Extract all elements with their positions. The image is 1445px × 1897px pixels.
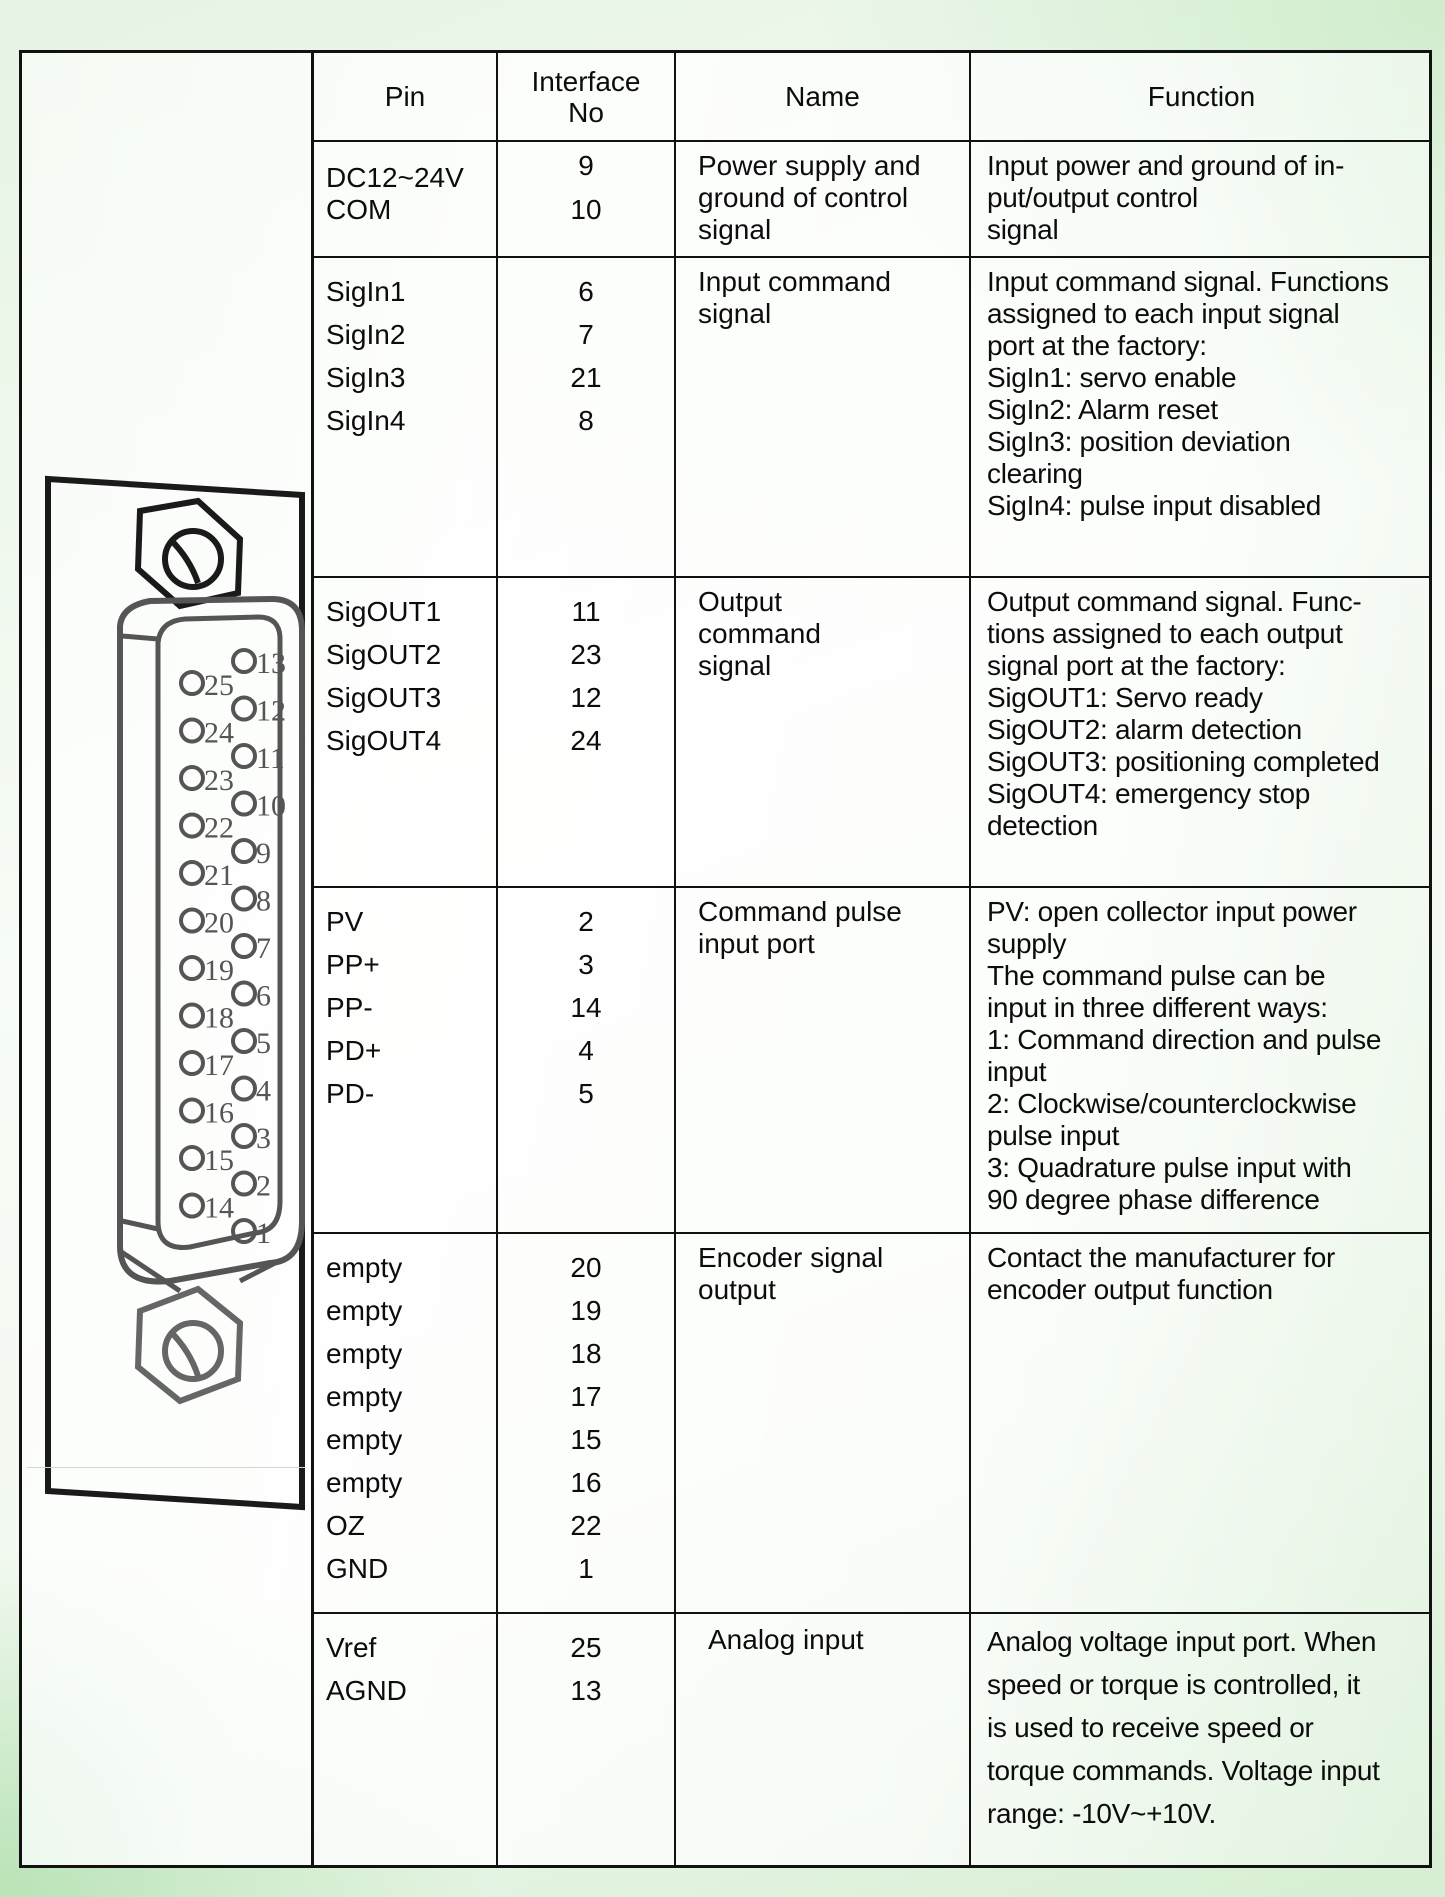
name-line: Analog input bbox=[708, 1624, 864, 1655]
function-line: clearing bbox=[987, 458, 1083, 489]
table-row-sigout bbox=[314, 577, 1432, 887]
function-line: supply bbox=[987, 928, 1067, 959]
bottom-screw-icon bbox=[138, 1289, 240, 1401]
interface-no-line: 3 bbox=[578, 949, 594, 980]
pin-column-left bbox=[181, 669, 234, 1225]
pin-cell bbox=[314, 141, 497, 257]
pin-line: GND bbox=[326, 1553, 389, 1584]
interface-no-line: 9 bbox=[578, 150, 594, 181]
name-cell bbox=[675, 887, 970, 1233]
pin-number-label: 16 bbox=[204, 1096, 234, 1130]
pin-line: SigIn3 bbox=[326, 362, 406, 393]
name-line: ground of control bbox=[698, 182, 909, 213]
interface-no-line: 16 bbox=[570, 1467, 602, 1498]
function-cell bbox=[970, 257, 1432, 577]
pin-number-label: 25 bbox=[204, 669, 234, 702]
name-line: Output bbox=[698, 586, 783, 617]
interface-no-line: 12 bbox=[570, 682, 602, 713]
pin-number-label: 10 bbox=[256, 789, 286, 823]
pin-line: SigOUT1 bbox=[326, 596, 442, 627]
pin-hole-icon bbox=[233, 888, 255, 910]
function-line: SigIn4: pulse input disabled bbox=[987, 490, 1322, 521]
function-line: SigOUT4: emergency stop bbox=[987, 778, 1311, 809]
interface-no-cell bbox=[497, 257, 675, 577]
pin-number-label: 1 bbox=[256, 1217, 271, 1250]
pin-hole-icon bbox=[233, 650, 255, 672]
pin-hole-icon bbox=[181, 672, 203, 694]
pin-line: SigOUT2 bbox=[326, 639, 442, 670]
interface-no-line: 18 bbox=[570, 1338, 602, 1369]
pin-line: SigOUT4 bbox=[326, 725, 442, 756]
pin-hole-icon bbox=[181, 910, 203, 932]
pin-number-label: 18 bbox=[204, 1001, 234, 1035]
pin-hole-icon bbox=[233, 1078, 255, 1100]
function-line: 1: Command direction and pulse bbox=[987, 1024, 1382, 1055]
table-row-power bbox=[314, 141, 1432, 257]
function-line: 2: Clockwise/counterclockwise bbox=[987, 1088, 1357, 1119]
interface-no-line: 19 bbox=[570, 1295, 602, 1326]
pin-line: SigIn2 bbox=[326, 319, 406, 350]
name-cell bbox=[675, 1613, 970, 1865]
pin-number-label: 13 bbox=[256, 647, 286, 680]
pin-number-label: 14 bbox=[204, 1191, 234, 1225]
table-row-pulse bbox=[314, 887, 1432, 1233]
function-cell bbox=[970, 1233, 1432, 1613]
pin-hole-icon bbox=[233, 840, 255, 862]
function-line: put/output control bbox=[987, 182, 1198, 213]
function-line: Input command signal. Functions bbox=[987, 266, 1389, 297]
header-pin: Pin bbox=[314, 53, 497, 141]
header-name: Name bbox=[675, 53, 970, 141]
pin-hole-icon bbox=[233, 1220, 255, 1242]
function-line: The command pulse can be bbox=[987, 960, 1326, 991]
function-line: range: -10V~+10V. bbox=[987, 1798, 1216, 1829]
pin-hole-icon bbox=[181, 1052, 203, 1074]
pin-number-label: 20 bbox=[204, 906, 234, 940]
pin-number-label: 11 bbox=[256, 742, 285, 775]
function-line: pulse input bbox=[987, 1120, 1120, 1151]
name-line: Input command bbox=[698, 266, 891, 297]
interface-no-line: 11 bbox=[571, 596, 601, 627]
name-line: output bbox=[698, 1274, 776, 1305]
pin-line: OZ bbox=[326, 1510, 365, 1541]
name-cell bbox=[675, 1233, 970, 1613]
function-line: 90 degree phase difference bbox=[987, 1184, 1320, 1215]
pin-hole-icon bbox=[181, 1195, 203, 1217]
pin-hole-icon bbox=[181, 1100, 203, 1122]
pin-number-label: 15 bbox=[204, 1144, 234, 1177]
function-line: Output command signal. Func- bbox=[987, 586, 1362, 617]
pin-number-label: 17 bbox=[204, 1049, 234, 1082]
interface-no-line: 7 bbox=[578, 319, 594, 350]
pin-number-label: 3 bbox=[256, 1122, 271, 1155]
header-function: Function bbox=[970, 53, 1432, 141]
pin-hole-icon bbox=[233, 793, 255, 815]
interface-no-line: 15 bbox=[570, 1424, 602, 1455]
interface-no-cell bbox=[497, 141, 675, 257]
function-line: detection bbox=[987, 810, 1098, 841]
function-line: encoder output function bbox=[987, 1274, 1273, 1305]
pin-hole-icon bbox=[181, 1005, 203, 1027]
function-line: SigOUT1: Servo ready bbox=[987, 682, 1263, 713]
pin-line: AGND bbox=[326, 1675, 407, 1706]
interface-no-cell bbox=[497, 577, 675, 887]
pin-hole-icon bbox=[233, 1125, 255, 1147]
pin-number-label: 12 bbox=[256, 694, 286, 728]
pin-number-label: 4 bbox=[256, 1074, 271, 1108]
name-line: input port bbox=[698, 928, 815, 959]
name-line: signal bbox=[698, 214, 772, 245]
table-row-sigin bbox=[314, 257, 1432, 577]
name-line: Encoder signal bbox=[698, 1242, 884, 1273]
pin-line: empty bbox=[326, 1467, 403, 1498]
interface-no-line: 23 bbox=[570, 639, 602, 670]
interface-no-line: 10 bbox=[570, 194, 602, 225]
function-line: Input power and ground of in- bbox=[987, 150, 1345, 181]
name-cell bbox=[675, 257, 970, 577]
interface-no-line: 14 bbox=[570, 992, 602, 1023]
function-line: tions assigned to each output bbox=[987, 618, 1343, 649]
interface-no-line: 4 bbox=[578, 1035, 594, 1066]
pin-line: SigIn1 bbox=[326, 276, 406, 307]
interface-no-line: 24 bbox=[570, 725, 602, 756]
interface-no-cell bbox=[497, 887, 675, 1233]
pin-hole-icon bbox=[181, 767, 203, 789]
function-line: signal bbox=[987, 214, 1059, 245]
pin-number-label: 5 bbox=[256, 1027, 271, 1060]
interface-no-cell bbox=[497, 1613, 675, 1865]
pin-cell bbox=[314, 1233, 497, 1613]
header-interface-line-1: Interface bbox=[531, 65, 641, 97]
function-line: Contact the manufacturer for bbox=[987, 1242, 1335, 1273]
pin-hole-icon bbox=[233, 935, 255, 957]
function-cell bbox=[970, 1613, 1432, 1865]
pin-number-label: 24 bbox=[204, 716, 234, 750]
pin-line: empty bbox=[326, 1338, 403, 1369]
pin-hole-icon bbox=[181, 720, 203, 742]
table-row-encoder bbox=[314, 1233, 1432, 1613]
pin-cell bbox=[314, 887, 497, 1233]
function-line: input in three different ways: bbox=[987, 992, 1328, 1023]
pin-hole-icon bbox=[181, 1147, 203, 1169]
pin-line: empty bbox=[326, 1381, 403, 1412]
pin-number-label: 19 bbox=[204, 954, 234, 987]
function-cell bbox=[970, 577, 1432, 887]
function-line: SigIn2: Alarm reset bbox=[987, 394, 1218, 425]
pin-cell bbox=[314, 577, 497, 887]
pin-line: empty bbox=[326, 1252, 403, 1283]
name-cell bbox=[675, 141, 970, 257]
pin-number-label: 22 bbox=[204, 811, 234, 845]
pin-line: SigOUT3 bbox=[326, 682, 442, 713]
function-line: input bbox=[987, 1056, 1047, 1087]
pin-line: PP+ bbox=[326, 949, 380, 980]
pin-function-table bbox=[314, 53, 1432, 1865]
interface-no-line: 1 bbox=[578, 1553, 594, 1584]
function-line: torque commands. Voltage input bbox=[987, 1755, 1380, 1786]
name-line: signal bbox=[698, 298, 772, 329]
interface-no-line: 17 bbox=[570, 1381, 602, 1412]
interface-no-line: 8 bbox=[578, 405, 594, 436]
pin-hole-icon bbox=[181, 957, 203, 979]
pin-hole-icon bbox=[181, 815, 203, 837]
pin-hole-icon bbox=[233, 1173, 255, 1195]
function-cell bbox=[970, 141, 1432, 257]
function-cell bbox=[970, 887, 1432, 1233]
pin-line: empty bbox=[326, 1295, 403, 1326]
panel-divider bbox=[27, 1467, 306, 1468]
pin-number-label: 8 bbox=[256, 884, 271, 918]
pin-cell bbox=[314, 257, 497, 577]
pin-number-label: 21 bbox=[204, 859, 234, 892]
function-line: SigIn3: position deviation bbox=[987, 426, 1291, 457]
pin-line: PP- bbox=[326, 992, 373, 1023]
pin-line: Vref bbox=[326, 1632, 377, 1663]
pin-line: empty bbox=[326, 1424, 403, 1455]
function-line: SigOUT2: alarm detection bbox=[987, 714, 1302, 745]
name-line: Power supply and bbox=[698, 150, 921, 181]
name-line: signal bbox=[698, 650, 772, 681]
function-line: 3: Quadrature pulse input with bbox=[987, 1152, 1352, 1183]
connector-panel bbox=[22, 53, 314, 1865]
table-row-analog bbox=[314, 1613, 1432, 1865]
function-line: is used to receive speed or bbox=[987, 1712, 1314, 1743]
interface-no-cell bbox=[497, 1233, 675, 1613]
pin-line: PD+ bbox=[326, 1035, 382, 1066]
pin-hole-icon bbox=[233, 1030, 255, 1052]
function-line: port at the factory: bbox=[987, 330, 1207, 361]
pin-hole-icon bbox=[233, 698, 255, 720]
pin-line: PD- bbox=[326, 1078, 375, 1109]
interface-no-line: 20 bbox=[570, 1252, 602, 1283]
pin-number-label: 7 bbox=[256, 932, 271, 965]
interface-no-line: 21 bbox=[570, 362, 602, 393]
function-line: SigOUT3: positioning completed bbox=[987, 746, 1380, 777]
pin-line: DC12~24V bbox=[326, 162, 464, 193]
db25-connector-diagram bbox=[40, 421, 308, 1511]
pin-hole-icon bbox=[181, 862, 203, 884]
header-interface-no bbox=[497, 53, 675, 141]
top-screw-icon bbox=[138, 501, 240, 606]
pin-line: SigIn4 bbox=[326, 405, 406, 436]
name-line: Command pulse bbox=[698, 896, 902, 927]
pin-number-label: 23 bbox=[204, 764, 234, 797]
interface-no-line: 25 bbox=[570, 1632, 602, 1663]
pinout-frame bbox=[19, 50, 1432, 1868]
interface-no-line: 6 bbox=[578, 276, 594, 307]
pin-line: COM bbox=[326, 194, 392, 225]
function-line: assigned to each input signal bbox=[987, 298, 1340, 329]
name-cell bbox=[675, 577, 970, 887]
function-line: speed or torque is controlled, it bbox=[987, 1669, 1360, 1700]
interface-no-line: 5 bbox=[578, 1078, 594, 1109]
function-line: PV: open collector input power bbox=[987, 896, 1357, 927]
pin-hole-icon bbox=[233, 745, 255, 767]
interface-no-line: 22 bbox=[570, 1510, 602, 1541]
name-line: command bbox=[698, 618, 821, 649]
table-header-row bbox=[314, 53, 1432, 141]
pin-hole-icon bbox=[233, 983, 255, 1005]
function-line: Analog voltage input port. When bbox=[987, 1626, 1377, 1657]
interface-no-line: 2 bbox=[578, 906, 594, 937]
pin-cell bbox=[314, 1613, 497, 1865]
interface-no-line: 13 bbox=[570, 1675, 602, 1706]
header-interface-line-2: No bbox=[568, 96, 604, 128]
function-line: signal port at the factory: bbox=[987, 650, 1286, 681]
pin-number-label: 9 bbox=[256, 837, 271, 870]
pin-number-label: 6 bbox=[256, 979, 271, 1013]
pin-number-label: 2 bbox=[256, 1169, 271, 1203]
pin-line: PV bbox=[326, 906, 364, 937]
function-line: SigIn1: servo enable bbox=[987, 362, 1237, 393]
